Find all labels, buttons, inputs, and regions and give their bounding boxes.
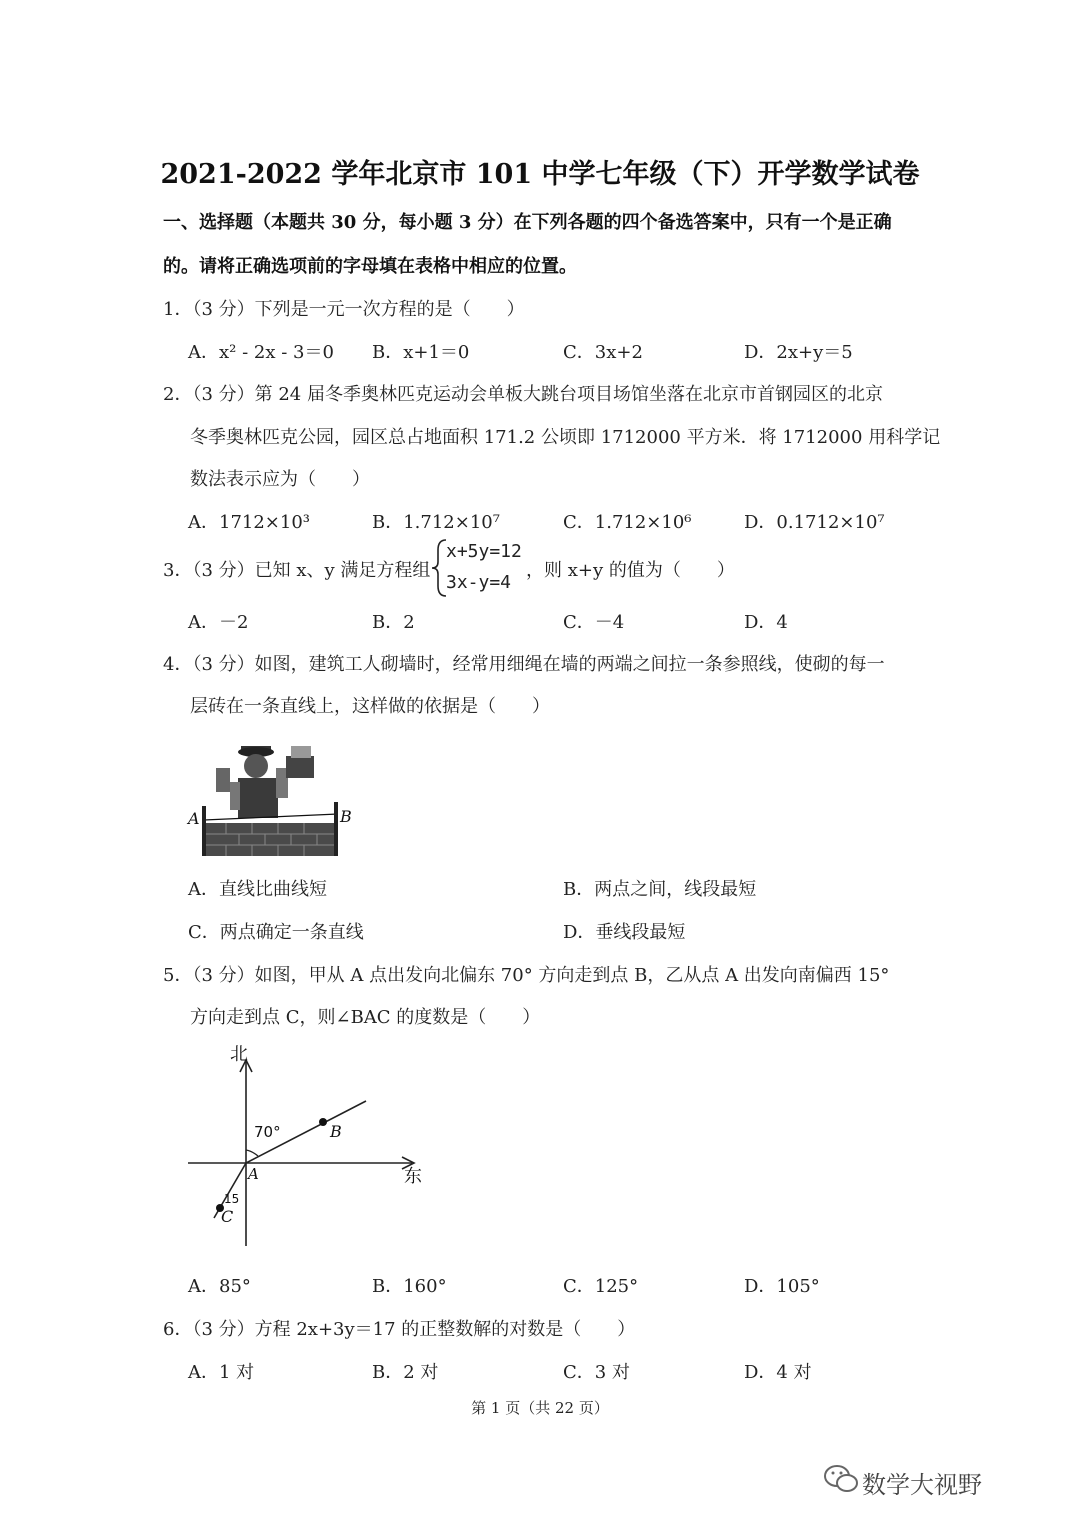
q1-option-c: C．3x+2 — [563, 342, 643, 363]
q3-option-d: D．4 — [744, 612, 788, 633]
angle-70-label: 70° — [254, 1123, 281, 1141]
east-label: 东 — [404, 1166, 422, 1187]
q6-option-b: B．2 对 — [372, 1362, 439, 1383]
q2-line3: 数法表示应为（ ） — [190, 469, 370, 490]
section-heading-line1: 一、选择题（本题共 30 分，每小题 3 分）在下列各题的四个备选答案中，只有一个是正确 — [163, 212, 892, 233]
q6-option-d: D．4 对 — [744, 1362, 812, 1383]
q6-option-c: C．3 对 — [563, 1362, 630, 1383]
q1-stem: 1．（3 分）下列是一元一次方程的是（ ） — [163, 299, 525, 320]
angle-15-label: 15 — [224, 1192, 240, 1206]
q4-option-c: C．两点确定一条直线 — [188, 922, 364, 943]
q5-line1: 5．（3 分）如图，甲从 A 点出发向北偏东 70° 方向走到点 B，乙从点 A 出发向南偏西 15° — [163, 965, 890, 986]
q4-option-a: A．直线比曲线短 — [188, 879, 327, 900]
q3-suffix: ，则 x+y 的值为（ ） — [526, 560, 735, 581]
north-label: 北 — [230, 1044, 248, 1065]
wechat-icon — [822, 1462, 860, 1496]
q2-option-b: B．1.712×10⁷ — [372, 512, 500, 533]
q4-line1: 4．（3 分）如图，建筑工人砌墙时，经常用细绳在墙的两端之间拉一条参照线，使砌的每一 — [163, 654, 885, 675]
page-title: 2021-2022 学年北京市 101 中学七年级（下）开学数学试卷 — [160, 159, 920, 190]
q5-option-c: C．125° — [563, 1276, 639, 1297]
point-c-label: C — [221, 1207, 234, 1226]
section-heading-line2: 的。请将正确选项前的字母填在表格中相应的位置。 — [163, 256, 577, 277]
figure4-label-b: B — [340, 807, 352, 826]
point-b-label: B — [330, 1122, 342, 1141]
bricklayer-figure — [186, 728, 356, 858]
q4-line2: 层砖在一条直线上，这样做的依据是（ ） — [190, 696, 550, 717]
q3-equation-1: x+5y=12 — [446, 541, 522, 562]
q2-line2: 冬季奥林匹克公园，园区总占地面积 171.2 公顷即 1712000 平方米．将 1712000 用科学记 — [190, 427, 941, 448]
q2-option-a: A．1712×10³ — [188, 512, 311, 533]
q2-line1: 2．（3 分）第 24 届冬季奥林匹克运动会单板大跳台项目场馆坐落在北京市首钢园区的北京 — [163, 384, 883, 405]
q2-option-c: C．1.712×10⁶ — [563, 512, 692, 533]
q4-option-d: D．垂线段最短 — [563, 922, 686, 943]
q5-option-a: A．85° — [188, 1276, 251, 1297]
page-footer: 第 1 页（共 22 页） — [471, 1399, 609, 1417]
q5-option-b: B．160° — [372, 1276, 447, 1297]
q3-prefix: 3．（3 分）已知 x、y 满足方程组 — [163, 560, 431, 581]
q1-option-d: D．2x+y＝5 — [744, 342, 853, 363]
q3-option-a: A．－2 — [188, 612, 249, 633]
q1-option-a: A．x² - 2x - 3＝0 — [188, 342, 334, 363]
q6-stem: 6．（3 分）方程 2x+3y＝17 的正整数解的对数是（ ） — [163, 1319, 636, 1340]
q3-option-c: C．－4 — [563, 612, 625, 633]
q2-option-d: D．0.1712×10⁷ — [744, 512, 885, 533]
q5-line2: 方向走到点 C，则∠BAC 的度数是（ ） — [190, 1007, 541, 1028]
watermark-text: 数学大视野 — [862, 1471, 982, 1499]
direction-figure — [180, 1040, 440, 1255]
q5-option-d: D．105° — [744, 1276, 820, 1297]
figure4-label-a: A — [188, 809, 200, 828]
q3-equation-2: 3x-y=4 — [446, 572, 512, 593]
q4-option-b: B．两点之间，线段最短 — [563, 879, 757, 900]
q6-option-a: A．1 对 — [188, 1362, 255, 1383]
point-a-label: A — [248, 1165, 259, 1183]
q3-option-b: B．2 — [372, 612, 415, 633]
q1-option-b: B．x+1＝0 — [372, 342, 470, 363]
